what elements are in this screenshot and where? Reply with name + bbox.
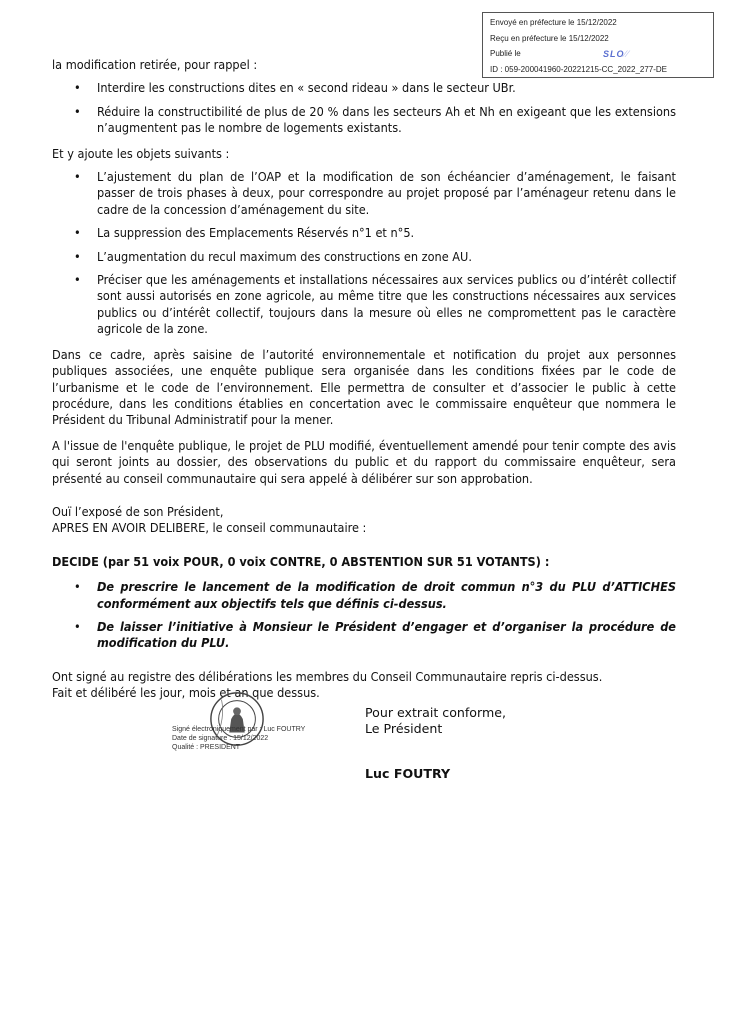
electronic-signature-block bbox=[172, 725, 305, 752]
stamp-received: Reçu en préfecture le 15/12/2022 bbox=[490, 33, 609, 43]
deliberated-line: APRES EN AVOIR DELIBERE, le conseil communautaire : bbox=[52, 520, 367, 536]
recall-list bbox=[52, 80, 676, 136]
decision-list bbox=[52, 579, 676, 652]
signed-by: Signé électroniquement par : Luc FOUTRY bbox=[172, 726, 306, 733]
list-item: • La suppression des Emplacements Réservés n°1 et n°5. bbox=[74, 225, 415, 241]
bullet-icon: • bbox=[74, 248, 81, 264]
president-name: Luc FOUTRY bbox=[365, 766, 451, 781]
list-item: • De laisser l’initiative à Monsieur le Président d’engager et d’organiser la procédure de modification du PLU. bbox=[74, 618, 676, 651]
slo-logo-icon: SLO⁄⁄ bbox=[603, 49, 630, 59]
signature-quality: Qualité : PRESIDENT bbox=[172, 744, 241, 751]
stamp-published: Publié le bbox=[490, 49, 521, 58]
president-role: Le Président bbox=[365, 721, 443, 737]
list-item: • Préciser que les aménagements et installations nécessaires aux services publics ou d’intérêt collectif sont aussi autorisés en zone agricole, au même titre que les constructions nécessaires aux services publics ou d’intérêt collectif, toujours dans la mesure où elles ne compromettent pas le caractère agricole de la zone. bbox=[74, 272, 676, 337]
bullet-icon: • bbox=[74, 103, 81, 119]
added-intro: Et y ajoute les objets suivants : bbox=[52, 145, 230, 161]
president-signature-block bbox=[365, 705, 506, 738]
deliberation-body bbox=[52, 57, 676, 702]
bullet-icon: • bbox=[74, 80, 81, 96]
paragraph-enquete: Dans ce cadre, après saisine de l’autorité environnementale et notification du projet aux personnes publiques associées, une enquête publique sera organisée dans les conditions fixées par le code de l’urbanisme et le code de l’environnement. Elle permettra de consulter et d’associer le public à cette procédure, dans les conditions établies en concertation avec le commissaire enquêteur que nommera le Président du Tribunal Administratif pour la mener. bbox=[52, 346, 676, 428]
certified-line: Pour extrait conforme, bbox=[365, 705, 506, 720]
bullet-icon: • bbox=[74, 225, 81, 241]
decision-header: DECIDE (par 51 voix POUR, 0 voix CONTRE, 0 ABSTENTION SUR 51 VOTANTS) : bbox=[52, 553, 550, 569]
done-line: Fait et délibéré les jour, mois et an que dessus. bbox=[52, 685, 320, 701]
heard-line: Ouï l’exposé de son Président, bbox=[52, 503, 224, 519]
list-item: • Interdire les constructions dites en « second rideau » dans le secteur UBr. bbox=[74, 80, 516, 96]
added-list bbox=[52, 169, 676, 338]
signed-register-line: Ont signé au registre des délibérations les membres du Conseil Communautaire repris ci-dessus. bbox=[52, 668, 603, 684]
bullet-icon: • bbox=[74, 272, 81, 288]
stamp-sent: Envoyé en préfecture le 15/12/2022 bbox=[490, 18, 617, 27]
list-item: • Réduire la constructibilité de plus de 20 % dans les secteurs Ah et Nh en exigeant que les extensions n’augmentent pas le nombre de logements existants. bbox=[74, 103, 676, 136]
stamp-id: ID : 059-200041960-20221215-CC_2022_277-DE bbox=[490, 64, 668, 74]
list-item: • De prescrire le lancement de la modification de droit commun n°3 du PLU d’ATTICHES conformément aux objectifs tels que définis ci-dessus. bbox=[74, 579, 676, 611]
bullet-icon: • bbox=[74, 579, 81, 595]
recall-intro: la modification retirée, pour rappel : bbox=[52, 57, 258, 72]
bullet-icon: • bbox=[74, 169, 81, 185]
signature-date: Date de signature : 15/12/2022 bbox=[172, 735, 269, 742]
bullet-icon: • bbox=[74, 618, 81, 634]
list-item: • L’ajustement du plan de l’OAP et la modification de son échéancier d’aménagement, le faisant passer de trois phases à deux, pour correspondre au projet proposé par l’aménageur retenu dans le cadre de la concession d’aménagement du site. bbox=[74, 169, 676, 217]
paragraph-approbation: A l'issue de l'enquête publique, le projet de PLU modifié, éventuellement amendé pour tenir compte des avis qui seront joints au dossier, des observations du public et du rapport du commissaire enquêteur, sera présenté au conseil communautaire qui sera appelé à délibérer sur son approbation. bbox=[52, 437, 676, 486]
list-item: • L’augmentation du recul maximum des constructions en zone AU. bbox=[74, 248, 472, 264]
